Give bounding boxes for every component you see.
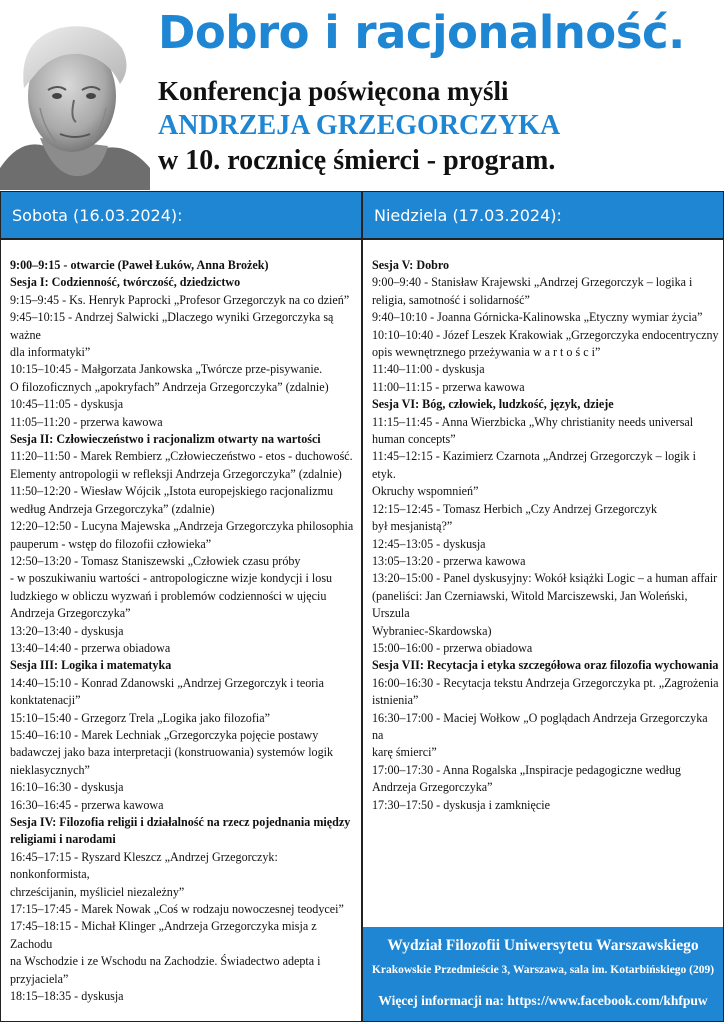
program-entry: 12:20–12:50 - Lucyna Majewska „Andrzeja Grzegorczyka philosophia — [10, 519, 354, 534]
program-entry: 9:40–10:10 - Joanna Górnicka-Kalinowska „Etyczny wymiar życia” — [372, 310, 703, 325]
program-entry: 15:10–15:40 - Grzegorz Trela „Logika jako filozofia” — [10, 710, 270, 725]
program-entry: religia, samotność i solidarność” — [372, 292, 530, 307]
program-entry: 16:30–16:45 - przerwa kawowa — [10, 797, 164, 812]
program-entry: pauperum - wstęp do filozofii człowieka” — [10, 536, 212, 551]
program-entry: przyjaciela” — [10, 971, 69, 986]
program-entry: 11:15–11:45 - Anna Wierzbicka „Why christianity needs universal — [372, 414, 694, 429]
program-entry: 10:15–10:45 - Małgorzata Jankowska „Twórcze prze-pisywanie. — [10, 362, 323, 377]
program-entry: Andrzeja Grzegorczyka” — [10, 606, 131, 621]
program-entry: 11:50–12:20 - Wiesław Wójcik „Istota europejskiego racjonalizmu — [10, 484, 334, 499]
program-entry: nieklasycznych” — [10, 762, 90, 777]
more-info-link[interactable]: Więcej informacji na: https://www.facebook.com/khfpuw — [378, 993, 708, 1008]
program-entry: - w poszukiwaniu wartości - antropologiczne wizje kondycji i losu — [10, 571, 333, 586]
program-entry: 15:40–16:10 - Marek Lechniak „Grzegorczyka pojęcie postawy — [10, 727, 319, 742]
sunday-program-list — [372, 257, 720, 814]
program-entry: 9:15–9:45 - Ks. Henryk Paprocki „Profesor Grzegorczyk na co dzień” — [10, 292, 350, 307]
honoree-name: ANDRZEJA GRZEGORCZYKA — [158, 110, 561, 141]
program-entry: karę śmierci” — [372, 745, 437, 760]
program-entry: według Andrzeja Grzegorczyka” (zdalnie) — [10, 501, 215, 516]
program-entry: 13:20–13:40 - dyskusja — [10, 623, 124, 638]
program-entry: 15:00–16:00 - przerwa obiadowa — [372, 640, 533, 655]
program-entry: 16:10–16:30 - dyskusja — [10, 780, 124, 795]
program-entry: dla informatyki” — [10, 345, 91, 360]
session-heading: Sesja III: Logika i matematyka — [10, 658, 172, 673]
session-heading: Sesja VI: Bóg, człowiek, ludzkość, język, dzieje — [372, 397, 614, 412]
program-entry: 11:00–11:15 - przerwa kawowa — [372, 379, 525, 394]
faculty-info-box — [363, 927, 723, 1021]
program-entry: 12:15–12:45 - Tomasz Herbich „Czy Andrzej Grzegorczyk — [372, 501, 658, 516]
program-entry: ludzkiego w obliczu wyzwań i problemów codzienności w ujęciu — [10, 588, 327, 603]
session-heading: Sesja VII: Recytacja i etyka szczegółowa oraz filozofia wychowania — [372, 658, 719, 673]
program-entry: 12:45–13:05 - dyskusja — [372, 536, 486, 551]
session-heading: Sesja V: Dobro — [372, 258, 450, 272]
program-entry: 11:45–12:15 - Kazimierz Czarnota „Andrzej Grzegorczyk – logik i etyk. — [372, 449, 696, 481]
program-entry: 13:20–15:00 - Panel dyskusyjny: Wokół książki Logic – a human affair — [372, 571, 718, 586]
portrait-photo — [0, 18, 150, 190]
program-entry: 18:15–18:35 - dyskusja — [10, 989, 124, 1004]
program-entry: istnienia” — [372, 693, 419, 708]
session-heading: Sesja IV: Filozofia religii i działalność na rzecz pojednania między — [10, 815, 351, 829]
program-entry: human concepts” — [372, 432, 456, 447]
program-entry: 14:40–15:10 - Konrad Zdanowski „Andrzej Grzegorczyk i teoria — [10, 675, 325, 690]
program-entry: 13:40–14:40 - przerwa obiadowa — [10, 640, 171, 655]
session-heading: Sesja II: Człowieczeństwo i racjonalizm otwarty na wartości — [10, 432, 321, 447]
faculty-name: Wydział Filozofii Uniwersytetu Warszawskiego — [387, 937, 699, 954]
program-entry: 16:45–17:15 - Ryszard Kleszcz „Andrzej Grzegorczyk: nonkonformista, — [10, 849, 278, 882]
program-entry: 17:30–17:50 - dyskusja i zamknięcie — [372, 797, 551, 812]
program-entry: 10:10–10:40 - Józef Leszek Krakowiak „Grzegorczyka endocentryczny — [372, 327, 719, 342]
conference-subtitle-end: w 10. rocznicę śmierci - program. — [158, 145, 556, 176]
session-heading: Sesja I: Codzienność, twórczość, dziedzictwo — [10, 275, 241, 290]
saturday-program-list — [10, 257, 358, 1005]
program-entry: badawczej jako baza interpretacji (konstruowania) systemów logik — [10, 745, 334, 760]
program-entry: 17:15–17:45 - Marek Nowak „Coś w rodzaju nowoczesnej teodycei” — [10, 902, 344, 917]
saturday-header: Sobota (16.03.2024): — [0, 191, 362, 239]
conference-subtitle: Konferencja poświęcona myśli — [158, 76, 509, 106]
program-entry: Andrzeja Grzegorczyka” — [372, 780, 493, 795]
program-entry: O filozoficznych „apokryfach” Andrzeja Grzegorczyka” (zdalnie) — [10, 379, 329, 394]
program-entry: opis wewnętrznego przeżywania w a r t o ś c i” — [372, 345, 601, 360]
program-entry: (paneliści: Jan Czerniawski, Witold Marciszewski, Jan Woleński, Urszula — [372, 588, 688, 621]
program-entry: na Wschodzie i ze Wschodu na Zachodzie. Świadectwo adepta i — [10, 954, 321, 969]
program-entry: 16:30–17:00 - Maciej Wołkow „O poglądach Andrzeja Grzegorczyka na — [372, 710, 708, 742]
sunday-header: Niedziela (17.03.2024): — [362, 191, 724, 239]
program-entry: 12:50–13:20 - Tomasz Staniszewski „Człowiek czasu próby — [10, 553, 301, 568]
program-entry: 11:40–11:00 - dyskusja — [372, 362, 485, 377]
program-entry: 17:45–18:15 - Michał Klinger „Andrzeja Grzegorczyka misja z Zachodu — [10, 919, 317, 951]
program-entry: 17:00–17:30 - Anna Rogalska „Inspiracje pedagogiczne według — [372, 762, 681, 777]
program-entry: 16:00–16:30 - Recytacja tekstu Andrzeja Grzegorczyka pt. „Zagrożenia — [372, 675, 719, 690]
program-entry: 10:45–11:05 - dyskusja — [10, 397, 124, 412]
program-entry: 9:00–9:40 - Stanisław Krajewski „Andrzej Grzegorczyk – logika i — [372, 275, 693, 290]
program-entry: Okruchy wspomnień” — [372, 484, 479, 499]
conference-title: Dobro i racjonalność. — [158, 6, 685, 59]
program-entry: był mesjanistą?” — [372, 519, 453, 534]
program-entry: 13:05–13:20 - przerwa kawowa — [372, 553, 526, 568]
program-entry: Elementy antropologii w refleksji Andrzeja Grzegorczyka” (zdalnie) — [10, 466, 342, 481]
session-heading: religiami i narodami — [10, 832, 116, 847]
program-entry: 11:05–11:20 - przerwa kawowa — [10, 414, 163, 429]
session-heading: 9:00–9:15 - otwarcie (Paweł Łuków, Anna Brożek) — [10, 258, 269, 272]
program-entry: Wybraniec-Skardowska) — [372, 623, 492, 638]
program-entry: 9:45–10:15 - Andrzej Salwicki „Dlaczego wyniki Grzegorczyka są ważne — [10, 310, 334, 342]
program-entry: konktatenacji” — [10, 693, 81, 708]
venue-address: Krakowskie Przedmieście 3, Warszawa, sala im. Kotarbińskiego (209) — [371, 964, 715, 976]
program-entry: chrześcijanin, myśliciel niezależny” — [10, 884, 185, 899]
program-entry: 11:20–11:50 - Marek Rembierz „Człowieczeństwo - etos - duchowość. — [10, 449, 353, 464]
